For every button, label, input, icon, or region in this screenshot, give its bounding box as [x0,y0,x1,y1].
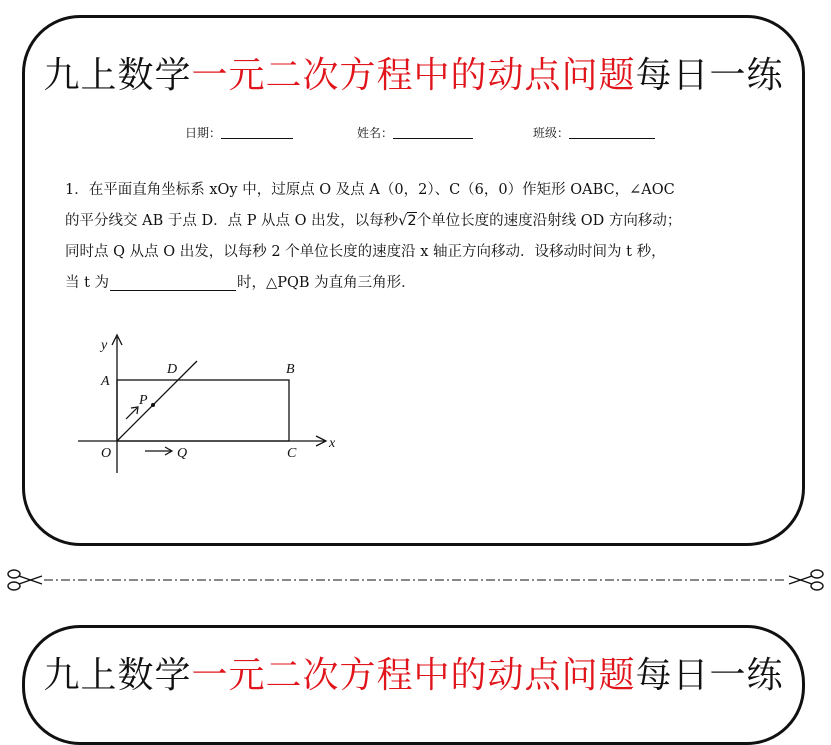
label-c: C [287,446,297,461]
bisector-od [117,361,197,441]
worksheet-card [22,15,805,546]
label-p: P [139,393,148,408]
geometry-figure [73,323,353,483]
sqrt-radicand: 2 [407,213,417,229]
date-label: 日期： [185,126,222,140]
problem-line-2b: 个单位长度的速度沿射线 OD 方向移动； [416,213,682,229]
label-y: y [101,338,108,353]
worksheet-title [25,54,802,98]
class-label: 班级： [533,126,570,140]
name-field [357,124,473,141]
label-a: A [101,374,110,389]
p-direction-arrow [126,408,137,419]
name-label: 姓名： [357,126,394,140]
scissors-icon [8,570,42,590]
rectangle-oabc [117,380,289,441]
title2-suffix: 每日一练 [635,655,784,696]
problem-line-2a: 的平分线交 AB 于点 D．点 P 从点 O 出发，以每秒 [65,213,399,229]
name-blank[interactable] [393,138,473,139]
problem-line-4 [65,268,775,299]
worksheet-card-2 [22,625,805,745]
date-blank[interactable] [221,138,293,139]
sqrt-symbol: √ [398,213,408,229]
point-p-dot [151,403,155,407]
date-field [185,124,293,141]
problem-line-2 [65,206,775,237]
label-o: O [101,446,112,461]
title-highlight: 一元二次方程中的动点问题 [191,55,636,96]
answer-blank[interactable] [110,289,236,291]
worksheet-title-2 [25,654,802,698]
label-d: D [167,362,178,377]
title-prefix: 九上数学 [43,55,192,96]
class-blank[interactable] [569,138,655,139]
problem-line-4a: 当 t 为 [65,275,110,291]
title2-highlight: 一元二次方程中的动点问题 [191,655,636,696]
label-q: Q [177,446,188,461]
problem-line-1: 1．在平面直角坐标系 xOy 中，过原点 O 及点 A（0，2）、C（6，0）作矩形 OABC，∠AOC [65,182,675,198]
sqrt-two [398,212,416,229]
scissors-icon [789,570,823,590]
class-field [533,124,655,141]
problem-line-4b: 时，△PQB 为直角三角形． [237,275,416,291]
problem-line-3: 同时点 Q 从点 O 出发，以每秒 2 个单位长度的速度沿 x 轴正方向移动．设移动时间为 t 秒， [65,244,666,260]
label-b: B [286,362,295,377]
label-x: x [329,436,336,451]
title-suffix: 每日一练 [635,55,784,96]
problem-text [65,175,775,299]
title2-prefix: 九上数学 [43,655,192,696]
cut-line [0,565,831,595]
